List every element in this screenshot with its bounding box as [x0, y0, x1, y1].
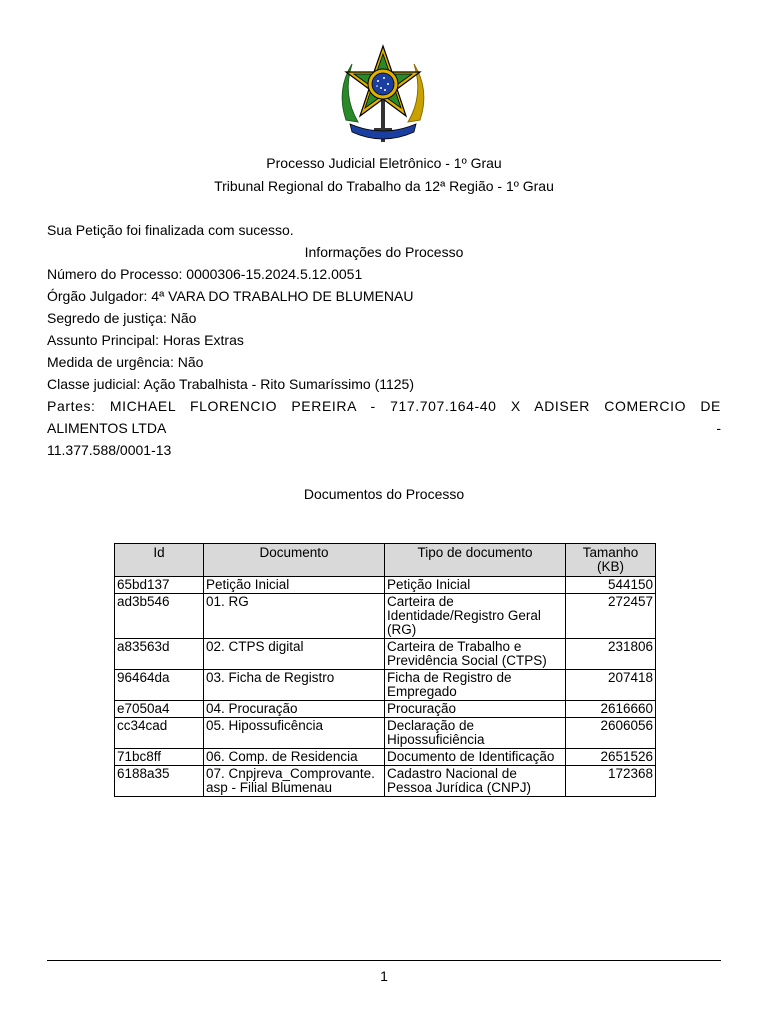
- brazil-coat-of-arms-icon: [328, 40, 438, 150]
- cell-id: ad3b546: [115, 594, 204, 639]
- judicial-class: Classe judicial: Ação Trabalhista - Rito Sumaríssimo (1125): [47, 376, 415, 392]
- cell-doc-type: Declaração de Hipossuficiência: [385, 718, 566, 749]
- urgency: Medida de urgência: Não: [47, 354, 204, 370]
- parties-line-1: Partes: MICHAEL FLORENCIO PEREIRA - 717.707.164-40 X ADISER COMERCIO DE: [47, 398, 721, 414]
- cell-size: 2606056: [566, 718, 656, 749]
- page-number: 1: [380, 968, 388, 984]
- header-size: Tamanho (KB): [566, 544, 656, 577]
- table-row: [115, 718, 656, 749]
- table-row: [115, 701, 656, 718]
- cell-document: 05. Hipossuficência: [204, 718, 385, 749]
- cell-id: 71bc8ff: [115, 749, 204, 766]
- cell-doc-type: Procuração: [385, 701, 566, 718]
- cell-document: 07. Cnpjreva_Comprovante.asp - Filial Blumenau: [204, 766, 385, 797]
- secrecy: Segredo de justiça: Não: [47, 310, 197, 326]
- cell-size: 172368: [566, 766, 656, 797]
- header-system-name: Processo Judicial Eletrônico - 1º Grau: [266, 155, 502, 171]
- cell-id: cc34cad: [115, 718, 204, 749]
- cell-size: 231806: [566, 639, 656, 670]
- parties-separator: -: [716, 420, 721, 436]
- cell-size: 544150: [566, 577, 656, 594]
- table-row: [115, 670, 656, 701]
- header-document: Documento: [204, 544, 385, 577]
- cell-document: Petição Inicial: [204, 577, 385, 594]
- cell-size: 2651526: [566, 749, 656, 766]
- process-number: Número do Processo: 0000306-15.2024.5.12.0051: [47, 266, 363, 282]
- table-row: [115, 749, 656, 766]
- cell-id: e7050a4: [115, 701, 204, 718]
- cell-document: 02. CTPS digital: [204, 639, 385, 670]
- cell-doc-type: Ficha de Registro de Empregado: [385, 670, 566, 701]
- cell-doc-type: Cadastro Nacional de Pessoa Jurídica (CNPJ): [385, 766, 566, 797]
- cell-size: 207418: [566, 670, 656, 701]
- cell-document: 01. RG: [204, 594, 385, 639]
- cell-id: 6188a35: [115, 766, 204, 797]
- cell-document: 03. Ficha de Registro: [204, 670, 385, 701]
- documents-title: Documentos do Processo: [303, 486, 465, 502]
- success-message: Sua Petição foi finalizada com sucesso.: [47, 222, 294, 238]
- table-header-row: [115, 544, 656, 577]
- cell-doc-type: Carteira de Trabalho e Previdência Social (CTPS): [385, 639, 566, 670]
- cell-document: 06. Comp. de Residencia: [204, 749, 385, 766]
- cell-size: 272457: [566, 594, 656, 639]
- table-row: [115, 577, 656, 594]
- info-title: Informações do Processo: [304, 244, 464, 260]
- judging-body: Órgão Julgador: 4ª VARA DO TRABALHO DE BLUMENAU: [47, 288, 414, 304]
- cell-size: 2616660: [566, 701, 656, 718]
- main-subject: Assunto Principal: Horas Extras: [47, 332, 244, 348]
- parties-company: ALIMENTOS LTDA: [47, 420, 167, 436]
- table-row: [115, 766, 656, 797]
- cell-doc-type: Carteira de Identidade/Registro Geral (RG): [385, 594, 566, 639]
- footer-divider: [47, 960, 721, 961]
- cell-doc-type: Petição Inicial: [385, 577, 566, 594]
- cell-id: a83563d: [115, 639, 204, 670]
- cell-id: 65bd137: [115, 577, 204, 594]
- cell-document: 04. Procuração: [204, 701, 385, 718]
- parties-line-2: [47, 420, 721, 436]
- header-court-name: Tribunal Regional do Trabalho da 12ª Região - 1º Grau: [214, 178, 554, 194]
- cell-doc-type: Documento de Identificação: [385, 749, 566, 766]
- cell-id: 96464da: [115, 670, 204, 701]
- parties-line-3: 11.377.588/0001-13: [47, 442, 172, 458]
- table-row: [115, 594, 656, 639]
- header-doc-type: Tipo de documento: [385, 544, 566, 577]
- header-id: Id: [115, 544, 204, 577]
- table-row: [115, 639, 656, 670]
- documents-table: [114, 543, 656, 797]
